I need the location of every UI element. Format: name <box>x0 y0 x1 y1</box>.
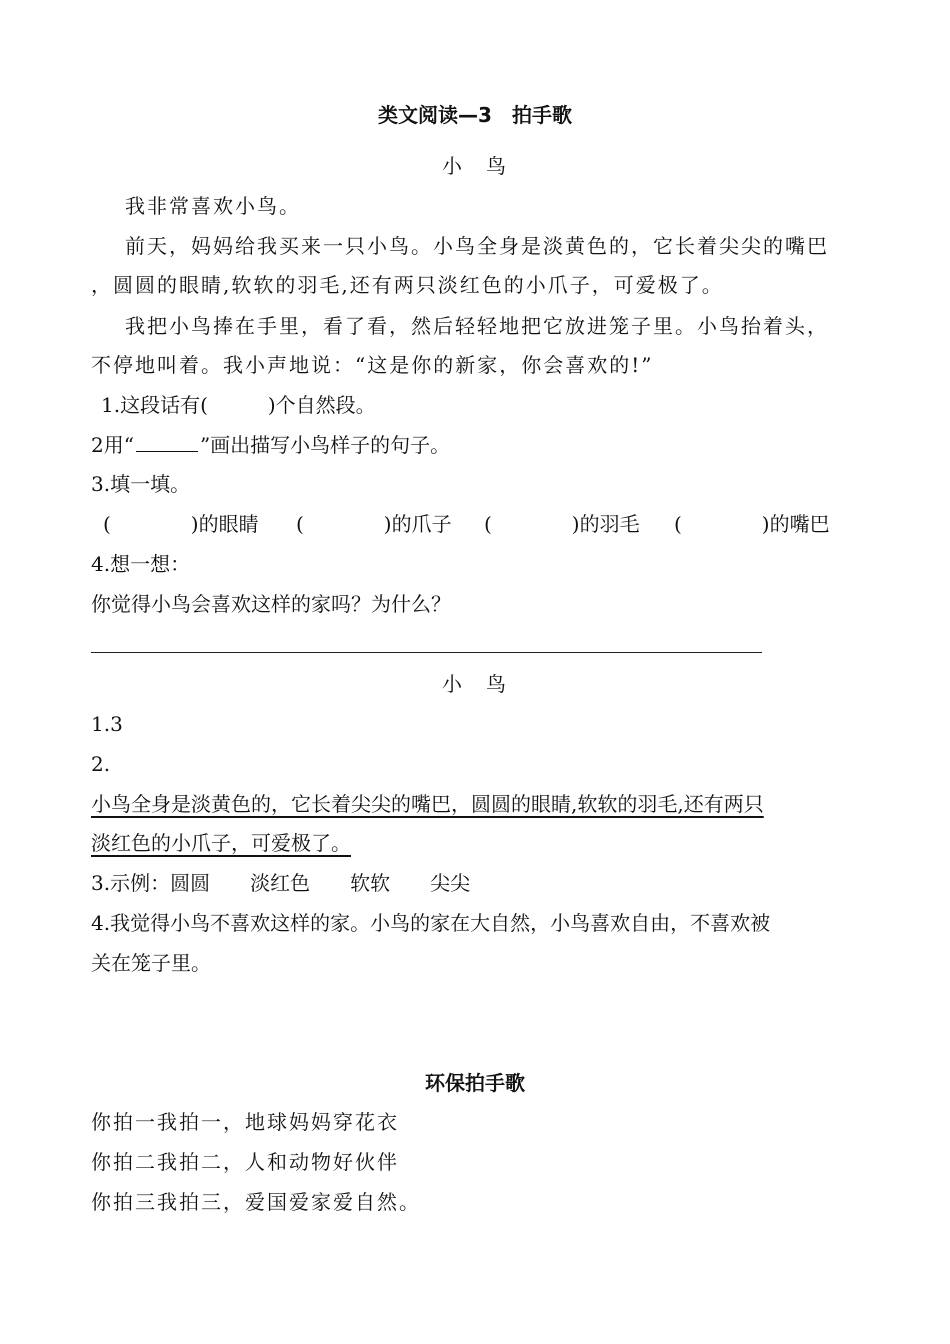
fill-blank-feathers: ( )的羽毛 <box>484 512 640 536</box>
reading-paragraph: 前天，妈妈给我买来一只小鸟。小鸟全身是淡黄色的，它长着尖尖的嘴巴 <box>125 234 829 258</box>
answer-1: 1.3 <box>91 712 123 736</box>
question-2 <box>91 431 450 459</box>
answers-title: 小 鸟 <box>442 672 508 696</box>
fill-blank-beak: ( )的嘴巴 <box>674 512 830 536</box>
answer-line <box>91 652 762 653</box>
fill-blank-eyes: ( )的眼睛 <box>103 512 259 536</box>
question-3: 3.填一填。 <box>91 472 191 496</box>
question-2-prefix: 2用“ <box>91 433 134 457</box>
underline-sample <box>136 433 198 452</box>
answer-3: 3.示例：圆圆 淡红色 软软 尖尖 <box>91 871 471 895</box>
question-2-suffix: ”画出描写小鸟样子的句子。 <box>199 433 451 457</box>
answer-2: 2. <box>91 752 111 776</box>
worksheet-title: 类文阅读—3 拍手歌 <box>378 103 572 127</box>
song-title: 环保拍手歌 <box>425 1071 525 1095</box>
song-line: 你拍二我拍二，人和动物好伙伴 <box>91 1150 399 1174</box>
answer-4-continued: 关在笼子里。 <box>91 951 211 975</box>
answer-4: 4.我觉得小鸟不喜欢这样的家。小鸟的家在大自然，小鸟喜欢自由，不喜欢被 <box>91 911 771 935</box>
reading-paragraph: ，圆圆的眼睛,软软的羽毛,还有两只淡红色的小爪子，可爱极了。 <box>91 273 724 297</box>
reading-paragraph: 我把小鸟捧在手里，看了看，然后轻轻地把它放进笼子里。小鸟抬着头， <box>125 314 829 338</box>
question-1: 1.这段话有( )个自然段。 <box>101 393 376 417</box>
song-line: 你拍一我拍一，地球妈妈穿花衣 <box>91 1110 399 1134</box>
song-line: 你拍三我拍三，爱国爱家爱自然。 <box>91 1190 421 1214</box>
reading-paragraph: 我非常喜欢小鸟。 <box>125 194 301 218</box>
question-4-prompt: 你觉得小鸟会喜欢这样的家吗？为什么？ <box>91 592 451 616</box>
answer-2-sentence: 淡红色的小爪子，可爱极了。 <box>91 831 351 855</box>
reading-title: 小 鸟 <box>442 154 508 178</box>
fill-blank-claws: ( )的爪子 <box>296 512 452 536</box>
reading-paragraph: 不停地叫着。我小声地说：“这是你的新家，你会喜欢的!” <box>91 353 654 377</box>
answer-2-sentence: 小鸟全身是淡黄色的，它长着尖尖的嘴巴，圆圆的眼睛,软软的羽毛,还有两只 <box>91 792 764 816</box>
question-4: 4.想一想： <box>91 552 191 576</box>
